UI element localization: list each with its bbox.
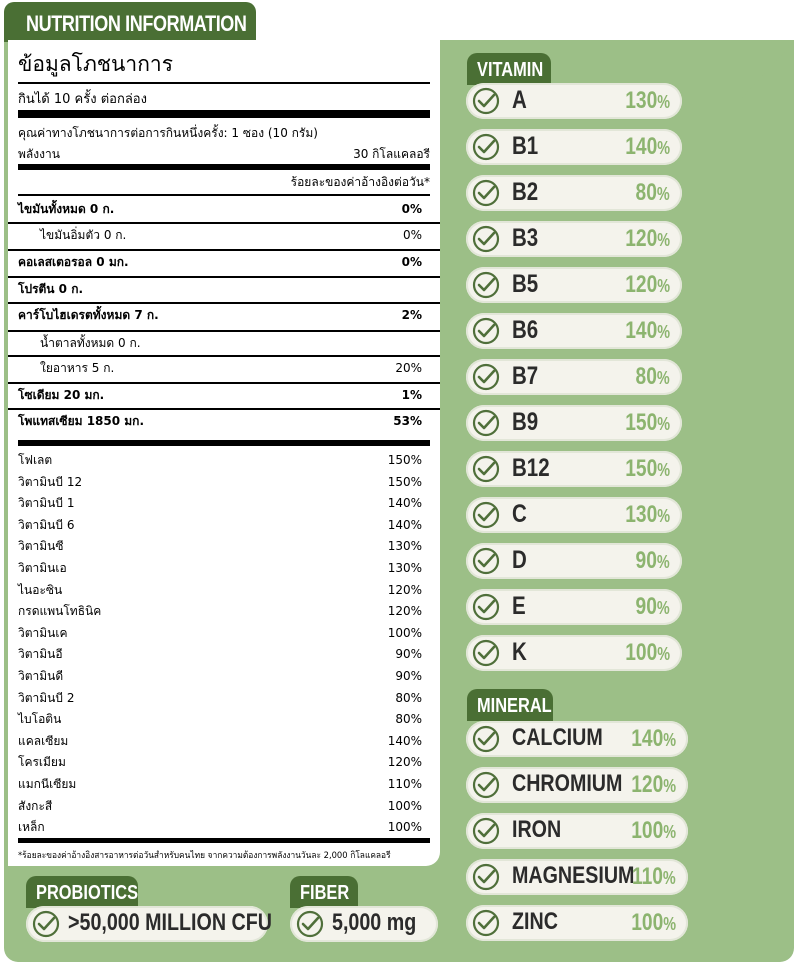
nutrient-name: โปรตีน 0 ก. [18,282,84,296]
mineral-title: MINERAL [477,695,552,717]
micronutrient-value: 100% [387,625,422,640]
mineral-pill [466,813,688,849]
micronutrient-value: 130% [387,561,422,575]
micronutrient-row [18,515,430,536]
fiber-title: FIBER [300,882,350,904]
check-circle-icon [472,639,500,667]
vitamin-pill [466,267,682,303]
nutrient-value: 0% [402,228,422,242]
fiber-pill [290,906,438,942]
micronutrient-row [18,731,430,752]
nutrient-row [18,251,430,273]
vitamin-value [625,87,670,115]
micronutrient-name: โครเมียม [18,755,66,770]
vitamin-name: B9 [512,408,539,436]
micronutrient-name: วิตามินดี [18,669,64,683]
vitamin-value [636,593,670,621]
mineral-value [631,909,676,937]
check-circle-icon [472,271,500,299]
vitamin-name: B1 [512,132,539,160]
vitamin-value-number: 130 [625,501,658,528]
micronutrient-value: 110% [387,777,422,791]
mineral-name: ZINC [512,908,558,935]
vitamin-name: D [512,546,527,574]
vitamin-pill [466,497,682,533]
micronutrient-value: 90% [395,647,422,662]
label-rule [18,82,430,84]
micronutrient-row [18,644,430,665]
energy-label: พลังงาน [18,147,60,161]
mineral-value [631,817,676,845]
check-circle-icon [472,593,500,621]
vitamin-name: E [512,592,526,620]
label-rdi-header: ร้อยละของค่าอ้างอิงต่อวัน* [290,175,430,189]
mineral-value-unit: % [663,776,676,796]
vitamin-value [636,547,670,575]
micronutrient-row [18,558,430,579]
vitamin-pill [466,451,682,487]
vitamin-value-unit: % [657,506,670,526]
micronutrient-name: แมกนีเซียม [18,777,77,791]
mineral-value-unit: % [663,914,676,934]
vitamin-value-unit: % [657,644,670,664]
micronutrient-value: 140% [387,496,422,511]
label-per-serving: คุณค่าทางโภชนาการต่อการกินหนึ่งครั้ง: 1 ซอง (10 กรัม) [18,126,318,140]
check-circle-icon [296,910,324,938]
check-circle-icon [472,863,500,891]
mineral-value-number: 110 [632,863,664,890]
micronutrient-row [18,709,430,730]
mineral-value-unit: % [663,730,676,750]
vitamin-pill [466,635,682,671]
nutrient-name: ไขมันอิ่มตัว 0 ก. [40,228,127,242]
nutrient-value: 0% [401,202,422,216]
mineral-pill [466,905,688,941]
micronutrient-value: 80% [395,712,422,727]
vitamin-value-number: 80 [635,179,658,206]
micronutrient-value: 120% [387,604,422,619]
vitamin-value-unit: % [657,184,670,204]
nutrient-row [18,332,430,354]
mineral-value-unit: % [663,868,676,888]
micronutrient-name: วิตามินบี 1 [18,496,75,511]
vitamin-name: A [512,86,527,114]
vitamin-value-number: 150 [625,455,658,482]
check-circle-icon [472,725,500,753]
nutrient-value: 53% [393,414,422,428]
micronutrient-row [18,752,430,773]
mineral-value [632,863,676,891]
fiber-value: 5,000 mg [332,909,417,936]
micronutrient-row [18,601,430,622]
micronutrient-row [18,774,430,795]
vitamin-name: C [512,500,527,528]
nutrient-row [18,304,430,326]
micronutrient-value: 130% [387,539,422,554]
vitamin-value-number: 140 [625,317,658,344]
nutrition-label [8,40,440,866]
check-circle-icon [472,133,500,161]
header-title: NUTRITION INFORMATION [26,11,247,36]
micronutrient-row [18,666,430,687]
mineral-pill [466,859,688,895]
vitamin-value-number: 100 [625,639,658,666]
nutrient-value: 2% [401,308,422,322]
micronutrient-name: สังกะสี [18,798,53,813]
probiotics-value: >50,000 MILLION CFU [68,909,272,936]
vitamin-value [625,639,670,667]
mineral-value [631,725,676,753]
micronutrient-name: วิตามินเอ [18,561,67,575]
mineral-name: CHROMIUM [512,770,623,797]
micronutrient-row [18,796,430,817]
check-circle-icon [472,547,500,575]
nutrient-name: ไขมันทั้งหมด 0 ก. [18,202,115,216]
vitamin-value [625,409,670,437]
micronutrient-row [18,493,430,514]
micronutrient-value: 140% [387,733,422,748]
micronutrient-value: 140% [387,517,422,532]
micronutrient-name: โฟเลต [18,453,53,467]
mineral-value-number: 100 [631,909,664,936]
vitamin-name: B2 [512,178,539,206]
micronutrient-name: วิตามินบี 6 [18,517,75,532]
micronutrient-name: ไนอะซิน [18,582,63,597]
micronutrient-row [18,817,430,838]
nutrient-row [18,278,430,300]
micronutrient-row [18,580,430,601]
label-title: ข้อมูลโภชนาการ [18,52,173,76]
micronutrient-row [18,536,430,557]
check-circle-icon [472,455,500,483]
micronutrient-row [18,472,430,493]
check-circle-icon [472,363,500,391]
vitamin-pill [466,405,682,441]
nutrient-name: น้ำตาลทั้งหมด 0 ก. [40,336,141,350]
nutrient-value: 1% [401,388,422,402]
mineral-name: IRON [512,816,562,843]
micronutrient-name: เหล็ก [18,820,45,835]
nutrient-name: คอเลสเตอรอล 0 มก. [18,255,129,269]
micronutrient-value: 150% [387,453,422,467]
vitamin-value-number: 120 [625,225,658,252]
vitamin-name: B5 [512,270,539,298]
micronutrient-value: 150% [387,474,422,489]
mineral-value [631,771,676,799]
micronutrient-name: วิตามินซี [18,539,64,554]
check-circle-icon [472,817,500,845]
vitamin-value-unit: % [657,552,670,572]
label-rule [18,194,430,196]
nutrient-row [18,198,430,220]
vitamin-value-unit: % [657,368,670,388]
vitamin-value-unit: % [657,414,670,434]
mineral-value-number: 140 [631,725,664,752]
micronutrient-value: 90% [395,669,422,683]
check-circle-icon [472,771,500,799]
vitamin-value [625,317,670,345]
vitamin-value-unit: % [657,138,670,158]
label-footnote: *ร้อยละของค่าอ้างอิงสารอาหารต่อวันสำหรับคนไทย จากความต้องการพลังงานวันละ 2,000 กิโลแคลอรี [18,851,391,861]
mineral-name: CALCIUM [512,724,603,751]
micronutrient-value: 120% [387,755,422,770]
label-thick-rule [18,164,430,170]
vitamin-pill [466,83,682,119]
vitamin-value [636,179,670,207]
micronutrient-value: 80% [395,690,422,705]
fiber-tab [290,876,358,908]
probiotics-title: PROBIOTICS [36,882,139,904]
label-thick-rule [18,110,430,118]
micronutrient-name: ไบโอติน [18,712,62,727]
micronutrient-name: แคลเซียม [18,733,69,748]
vitamin-value-unit: % [657,598,670,618]
vitamin-value-number: 90 [635,593,658,620]
vitamin-value-unit: % [657,92,670,112]
vitamin-tab [467,53,551,85]
label-thick-rule [18,440,430,446]
vitamin-name: B12 [512,454,550,482]
mineral-pill [466,767,688,803]
vitamin-pill [466,543,682,579]
vitamin-pill [466,175,682,211]
micronutrient-name: วิตามินบี 12 [18,474,83,489]
check-circle-icon [472,179,500,207]
check-circle-icon [32,910,60,938]
micronutrient-name: วิตามินอี [18,647,63,662]
micronutrient-row [18,623,430,644]
micronutrient-row [18,688,430,709]
energy-value: 30 กิโลแคลอรี [353,147,430,161]
micronutrient-name: วิตามินบี 2 [18,690,75,705]
vitamin-value-unit: % [657,322,670,342]
micronutrient-name: วิตามินเค [18,625,68,640]
micronutrient-value: 120% [387,582,422,597]
check-circle-icon [472,317,500,345]
probiotics-tab [26,876,138,908]
nutrient-name: โพแทสเซียม 1850 มก. [18,414,144,428]
vitamin-value [636,363,670,391]
nutrient-row [18,357,430,379]
nutrient-row [18,410,430,432]
mineral-value-unit: % [663,822,676,842]
vitamin-value-number: 90 [635,547,658,574]
vitamin-value-unit: % [657,276,670,296]
mineral-name: MAGNESIUM [512,862,635,889]
micronutrient-value: 100% [387,820,422,835]
vitamin-name: K [512,638,527,666]
mineral-value-number: 120 [631,771,664,798]
vitamin-value [625,501,670,529]
micronutrient-value: 100% [387,798,422,813]
vitamin-pill [466,313,682,349]
nutrient-value: 0% [401,255,422,269]
check-circle-icon [472,225,500,253]
micronutrient-name: กรดแพนโทธินิค [18,604,102,619]
vitamin-value-number: 80 [635,363,658,390]
vitamin-value-number: 140 [625,133,658,160]
vitamin-value [625,271,670,299]
vitamin-title: VITAMIN [477,59,544,81]
header-tab [4,2,256,42]
vitamin-name: B7 [512,362,539,390]
vitamin-value-number: 120 [625,271,658,298]
vitamin-value-number: 130 [625,87,658,114]
nutrient-value: 20% [395,361,422,375]
check-circle-icon [472,409,500,437]
vitamin-value-number: 150 [625,409,658,436]
nutrient-name: ใยอาหาร 5 ก. [40,361,115,375]
mineral-value-number: 100 [631,817,664,844]
check-circle-icon [472,87,500,115]
vitamin-value [625,133,670,161]
nutrient-row [18,224,430,246]
mineral-pill [466,721,688,757]
label-thick-rule [18,838,430,843]
vitamin-value [625,225,670,253]
vitamin-pill [466,129,682,165]
nutrient-row [18,384,430,406]
vitamin-name: B3 [512,224,539,252]
nutrient-name: โซเดียม 20 มก. [18,388,105,402]
vitamin-value [625,455,670,483]
vitamin-pill [466,221,682,257]
vitamin-value-unit: % [657,230,670,250]
vitamin-value-unit: % [657,460,670,480]
label-servings: กินได้ 10 ครั้ง ต่อกล่อง [18,92,147,107]
check-circle-icon [472,909,500,937]
check-circle-icon [472,501,500,529]
vitamin-pill [466,359,682,395]
vitamin-pill [466,589,682,625]
probiotics-pill [26,906,272,942]
mineral-tab [467,689,553,721]
nutrient-name: คาร์โบไฮเดรตทั้งหมด 7 ก. [18,308,159,322]
vitamin-name: B6 [512,316,539,344]
label-energy [18,145,430,164]
micronutrient-row [18,450,430,471]
